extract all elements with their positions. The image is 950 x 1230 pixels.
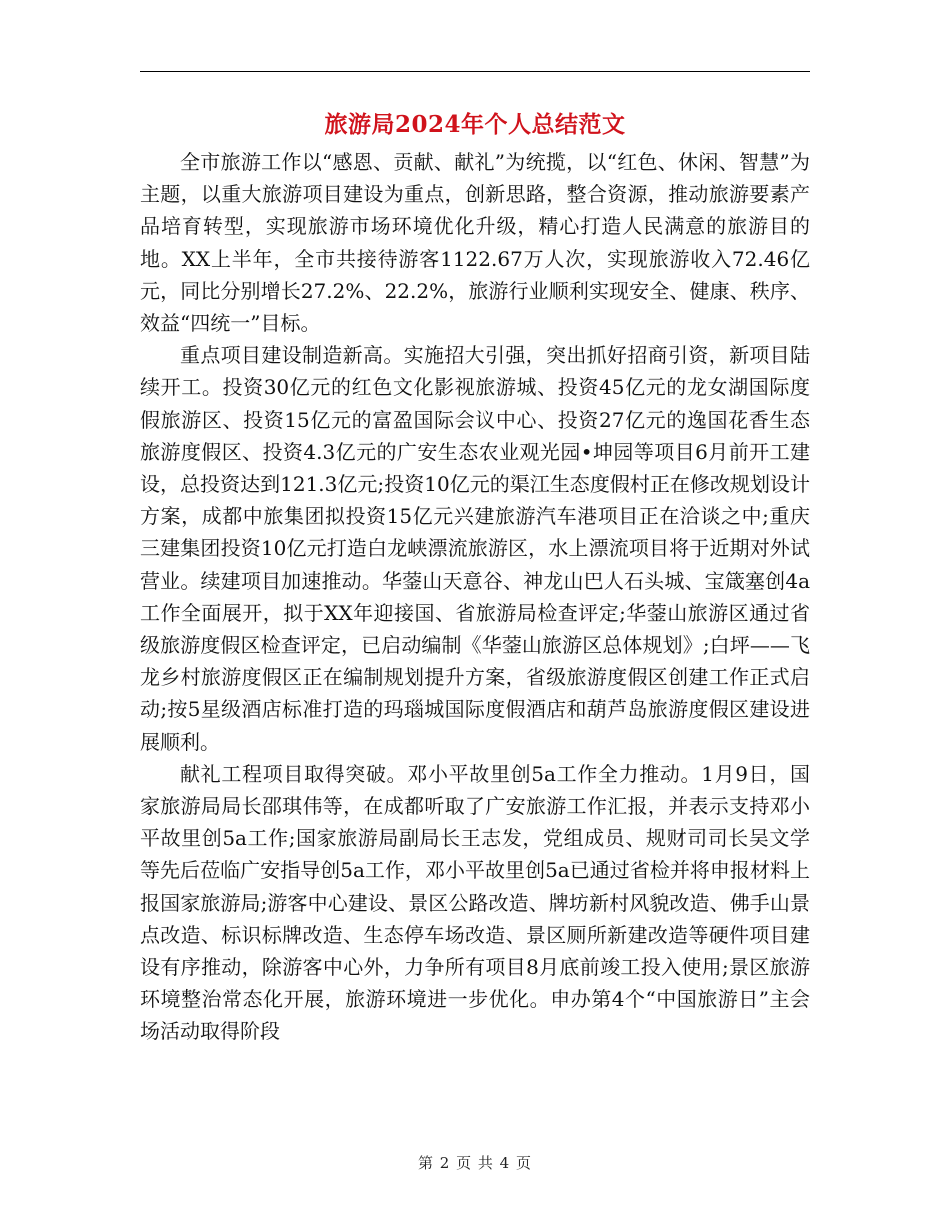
paragraph-1: 全市旅游工作以“感恩、贡献、献礼”为统揽，以“红色、休闲、智慧”为主题，以重大旅游项目建设为重点，创新思路，整合资源，推动旅游要素产品培育转型，实现旅游市场环境优化升级，精心打造人民满意的旅游目的地。XX上半年，全市共接待游客1122.67万人次，实现旅游收入72.46亿元，同比分别增长27.2%、22.2%，旅游行业顺利实现安全、健康、秩序、效益“四统一”目标。	[140, 150, 810, 336]
document-body	[140, 146, 810, 1048]
document-title: 旅游局2024年个人总结范文	[324, 111, 626, 138]
header-rule	[140, 71, 810, 72]
page-number: 第 2 页 共 4 页	[418, 1154, 532, 1172]
paragraph-2: 重点项目建设制造新高。实施招大引强，突出抓好招商引资，新项目陆续开工。投资30亿元的红色文化影视旅游城、投资45亿元的龙女湖国际度假旅游区、投资15亿元的富盈国际会议中心、投资27亿元的逸国花香生态旅游度假区、投资4.3亿元的广安生态农业观光园•坤园等项目6月前开工建设，总投资达到121.3亿元;投资10亿元的渠江生态度假村正在修改规划设计方案，成都中旅集团拟投资15亿元兴建旅游汽车港项目正在洽谈之中;重庆三建集团投资10亿元打造白龙峡漂流旅游区，水上漂流项目将于近期对外试营业。续建项目加速推动。华蓥山天意谷、神龙山巴人石头城、宝箴塞创4a工作全面展开，拟于XX年迎接国、省旅游局检查评定;华蓥山旅游区通过省级旅游度假区检查评定，已启动编制《华蓥山旅游区总体规划》;白坪——飞龙乡村旅游度假区正在编制规划提升方案，省级旅游度假区创建工作正式启动;按5星级酒店标准打造的玛瑙城国际度假酒店和葫芦岛旅游度假区建设进展顺利。	[140, 343, 810, 754]
paragraph-3: 献礼工程项目取得突破。邓小平故里创5a工作全力推动。1月9日，国家旅游局局长邵琪伟等，在成都听取了广安旅游工作汇报，并表示支持邓小平故里创5a工作;国家旅游局副局长王志发，党组成员、规财司司长吴文学等先后莅临广安指导创5a工作，邓小平故里创5a已通过省检并将申报材料上报国家旅游局;游客中心建设、景区公路改造、牌坊新村风貌改造、佛手山景点改造、标识标牌改造、生态停车场改造、景区厕所新建改造等硬件项目建设有序推动，除游客中心外，力争所有项目8月底前竣工投入使用;景区旅游环境整治常态化开展，旅游环境进一步优化。申办第4个“中国旅游日”主会场活动取得阶段	[140, 761, 810, 1044]
